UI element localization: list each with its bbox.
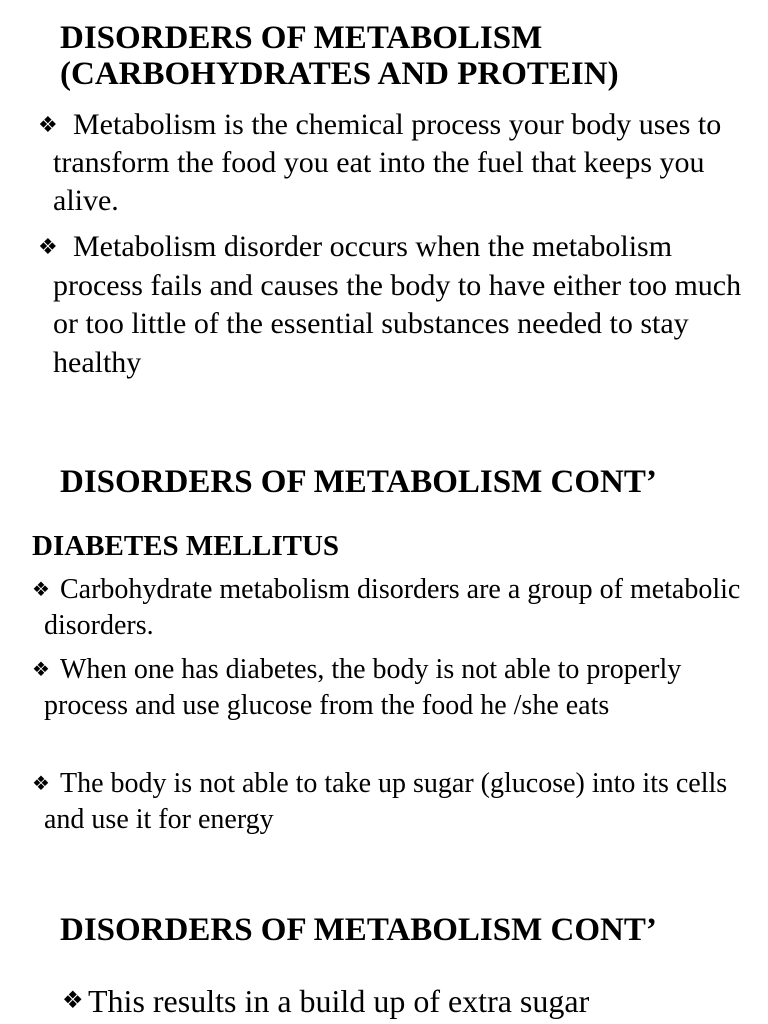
slide-2-title: DISORDERS OF METABOLISM CONT’	[60, 464, 657, 500]
slide-1-title	[60, 20, 619, 92]
bullet-item	[62, 982, 752, 1020]
diamond-bullet-icon: ❖	[62, 988, 84, 1014]
slide-1-title-line-2: (CARBOHYDRATES AND PROTEIN)	[60, 56, 619, 92]
bullet-text: The body is not able to take up sugar (glucose) into its cells and use it for energy	[44, 768, 728, 835]
bullet-item	[32, 766, 752, 838]
slide-1	[0, 0, 768, 420]
slide-1-title-line-1: DISORDERS OF METABOLISM	[60, 20, 543, 56]
diamond-bullet-icon: ❖	[38, 112, 58, 137]
diamond-bullet-icon: ❖	[32, 659, 50, 681]
diamond-bullet-icon: ❖	[32, 579, 50, 601]
bullet-text: This results in a build up of extra sugar	[88, 983, 590, 1019]
diamond-bullet-icon: ❖	[32, 773, 50, 795]
bullet-item	[38, 228, 748, 382]
slide-2	[0, 420, 768, 900]
bullet-item	[32, 652, 752, 724]
slide-3	[0, 900, 768, 1024]
bullet-text: Carbohydrate metabolism disorders are a group of metabolic disorders.	[44, 574, 741, 641]
bullet-text: Metabolism is the chemical process your body uses to transform the food you eat into the fuel that keeps you alive.	[53, 108, 722, 217]
slide-3-title: DISORDERS OF METABOLISM CONT’	[60, 912, 657, 948]
bullet-item	[32, 572, 752, 644]
bullet-text: Metabolism disorder occurs when the metabolism process fails and causes the body to have either too much or too little of the essential substances needed to stay healthy	[53, 230, 742, 379]
bullet-item	[38, 106, 748, 220]
bullet-text: When one has diabetes, the body is not able to properly process and use glucose from the food he /she eats	[44, 654, 682, 721]
diamond-bullet-icon: ❖	[38, 234, 58, 259]
slide-2-subheading: DIABETES MELLITUS	[32, 530, 340, 562]
